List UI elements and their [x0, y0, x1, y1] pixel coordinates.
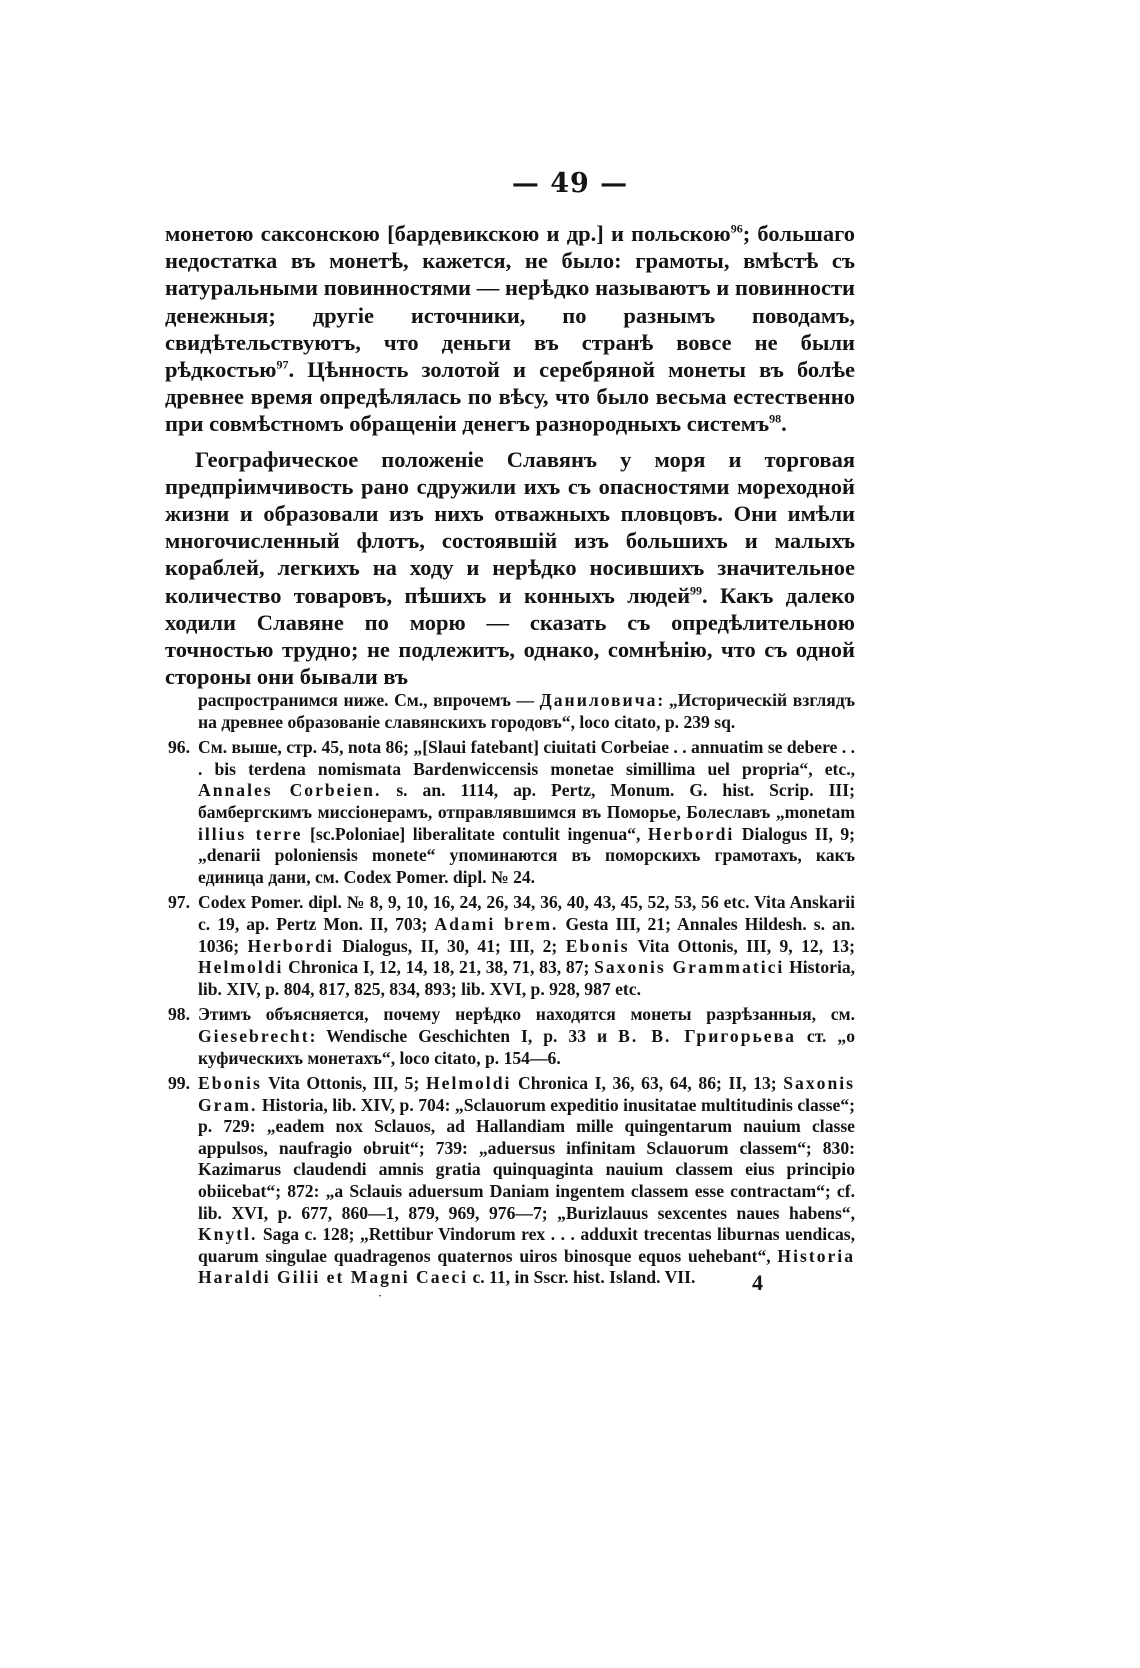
footnote-number: 97.: [168, 892, 190, 913]
footnote-ref-97: 97: [276, 357, 289, 372]
stray-dot: ·: [378, 1289, 382, 1303]
fn96-s3: Herbordi: [647, 823, 735, 844]
fn97-t4: Vita Ottonis, III, 9, 12, 13;: [637, 935, 855, 956]
fn96-t4: Dialogus II, 9; „denarii poloniensis monete“ упоминаются въ поморскихъ грамотахъ, какъ единица дани, см. Codex Pomer. dipl. № 24.: [198, 823, 856, 887]
fn99-s2: Helmoldi: [425, 1073, 512, 1094]
paragraph-2-text-b: . Какъ далеко ходили Славяне по морю — сказать съ опредѣлительною точностью трудно; не подлежитъ, однако, сомнѣнію, что съ одной стороны они бывали въ: [165, 582, 855, 690]
fn99-t2: Chronica I, 36, 63, 64, 86; II, 13;: [518, 1073, 777, 1094]
paragraph-1-text-d: .: [781, 411, 787, 437]
fn96-s2: illius terre: [198, 823, 303, 844]
fn98-s1: Giesebrecht: [198, 1025, 310, 1046]
page-number: — 49 —: [511, 168, 629, 199]
fn99-s4: Knytl.: [198, 1224, 258, 1245]
fn97-t1: Codex Pomer. dipl. № 8, 9, 10, 16, 24, 26, 34, 36, 40, 43, 45, 52, 53, 56 etc. Vita Anskarii c. 19, ap. Pertz Mon. II, 703;: [198, 892, 855, 934]
paragraph-1-text-b: ; большаго недостатка въ монетѣ, кажется, не было: грамоты, вмѣстѣ съ натуральными повинностями — нерѣдко называютъ и повинности денежныя; другіе источники, по разнымъ поводамъ, свидѣтельствуютъ, что деньги въ странѣ вовсе не были рѣдкостью: [165, 221, 856, 383]
footnote-continuation: [168, 690, 855, 733]
fn97-s3: Ebonis: [565, 935, 630, 956]
footnote-text: [198, 892, 855, 1000]
footnotes: [168, 690, 855, 1293]
fn98-s2: В. В. Григорьева: [618, 1025, 796, 1046]
footnote-text: [198, 1073, 855, 1289]
fn98-t3: ст. „о куфическихъ монетахъ“, loco citato, p. 154—6.: [198, 1025, 855, 1068]
footnote-97: [168, 892, 855, 1000]
fn96-t2: s. an. 1114, ap. Pertz, Monum. G. hist. Scrip. III; бамбергскимъ миссіонерамъ, отправлявшимся въ Поморье, Болеславъ „monetam: [198, 780, 855, 822]
fn96-t3: [sc.Poloniae] liberalitate contulit ingenua“,: [309, 823, 641, 844]
fn98-t1: Этимъ объясняется, почему нерѣдко находятся монеты разрѣзанныя, см.: [198, 1004, 855, 1025]
footnote-cont-a: распространимся ниже. См., впрочемъ —: [198, 690, 535, 710]
paragraph-2-text: Географическое положеніе Славянъ у моря и торговая предпріимчивость рано сдружили ихъ съ опасностями мореходной жизни и образовали изъ нихъ отважныхъ пловцовъ. Они имѣли многочисленный флотъ, состоявшій изъ большихъ и малыхъ кораблей, легкихъ на ходу и нерѣдко носившихъ значительное количество товаровъ, пѣшихъ и конныхъ людей: [165, 446, 855, 608]
fn99-t3: Historia, lib. XIV, p. 704: „Sclauorum expeditio inusitatae multitudinis classe“; p. 729: „eadem nox Sclauos, ad Hallandiam mille quingentarum nauium classe appulsos, naufragio obruit“; 739: „aduersus infinitam Sclauorum classem“; 830: Kazimarus claudendi amnis gratia quinquaginta nauium classem eius principio obiicebat“; 872: „a Sclauis aduersum Daniam ingentem classem esse contractam“; cf. lib. XVI, p. 677, 860—1, 879, 969, 976—7; „Burizlauus sexcentes naues habens“,: [198, 1094, 855, 1223]
paragraph-1-text: монетою саксонскою [бардевикскою и др.] и польскою: [165, 221, 731, 246]
paragraph-2: [165, 446, 855, 691]
fn99-s1: Ebonis: [198, 1073, 262, 1094]
footnote-ref-98: 98: [769, 411, 782, 426]
footnote-number: 96.: [168, 737, 190, 758]
fn98-t2: : Wendische Geschichten I, p. 33 и: [309, 1025, 608, 1046]
footnote-text: [198, 1004, 855, 1069]
footnote-cont-author: Даниловича: [539, 690, 658, 710]
footnote-number: 98.: [168, 1004, 190, 1025]
fn97-t6: Historia, lib. XIV, p. 804, 817, 825, 834, 893; lib. XVI, p. 928, 987 etc.: [198, 957, 856, 999]
fn97-t3: Dialogus, II, 30, 41; III, 2;: [342, 935, 558, 956]
footnote-ref-96: 96: [730, 221, 743, 236]
fn99-s5: Historia Haraldi Gilii et Magni Caeci: [198, 1245, 855, 1288]
fn99-s3: Saxonis Gram.: [198, 1073, 855, 1115]
fn97-t2: Gesta III, 21; Annales Hildesh. s. an. 1036;: [198, 913, 856, 956]
footnote-number: 99.: [168, 1073, 190, 1094]
footnote-96: [168, 737, 855, 888]
footnote-text: [198, 737, 855, 888]
fn96-t1: См. выше, стр. 45, nota 86; „[Slaui fatebant] ciuitati Corbeiae . . annuatim se debere . . . bis terdena nomismata Bardenwiccensis monetae simillima uel propria“, etc.,: [198, 737, 855, 779]
fn99-t1: Vita Ottonis, III, 5;: [268, 1073, 420, 1094]
fn97-s2: Herbordi: [247, 935, 334, 956]
fn96-s1: Annales Corbeien.: [198, 780, 382, 801]
footnote-98: [168, 1004, 855, 1069]
footnote-99: [168, 1073, 855, 1289]
main-text: [165, 220, 855, 690]
signature-mark: 4: [752, 1270, 763, 1295]
paragraph-1: [165, 220, 855, 438]
footnote-continuation-text: [168, 690, 855, 733]
footnote-ref-99: 99: [690, 583, 703, 598]
paragraph-1-text-c: . Цѣнность золотой и серебряной монеты въ болѣе древнее время опредѣлялась по вѣсу, что было весьма естественно при совмѣстномъ обращеніи денегъ разнородныхъ системъ: [165, 357, 855, 437]
footnote-cont-b: : „Историческій взглядъ на древнее образованіе славянскихъ городовъ“, loco citato, p. 239 sq.: [198, 690, 855, 732]
fn99-t4: Saga c. 128; „Rettibur Vindorum rex . . . adduxit trecentas liburnas uendicas, quarum singulae quadragenos quaternos uiros binosque equos uehebant“,: [198, 1224, 855, 1266]
fn97-s1: Adami brem.: [434, 913, 559, 934]
fn97-s5: Saxonis Grammatici: [594, 957, 785, 978]
fn97-s4: Helmoldi: [198, 957, 284, 978]
fn97-t5: Chronica I, 12, 14, 18, 21, 38, 71, 83, 87;: [288, 957, 590, 978]
fn99-t5: c. 11, in Sscr. hist. Island. VII.: [472, 1267, 696, 1288]
